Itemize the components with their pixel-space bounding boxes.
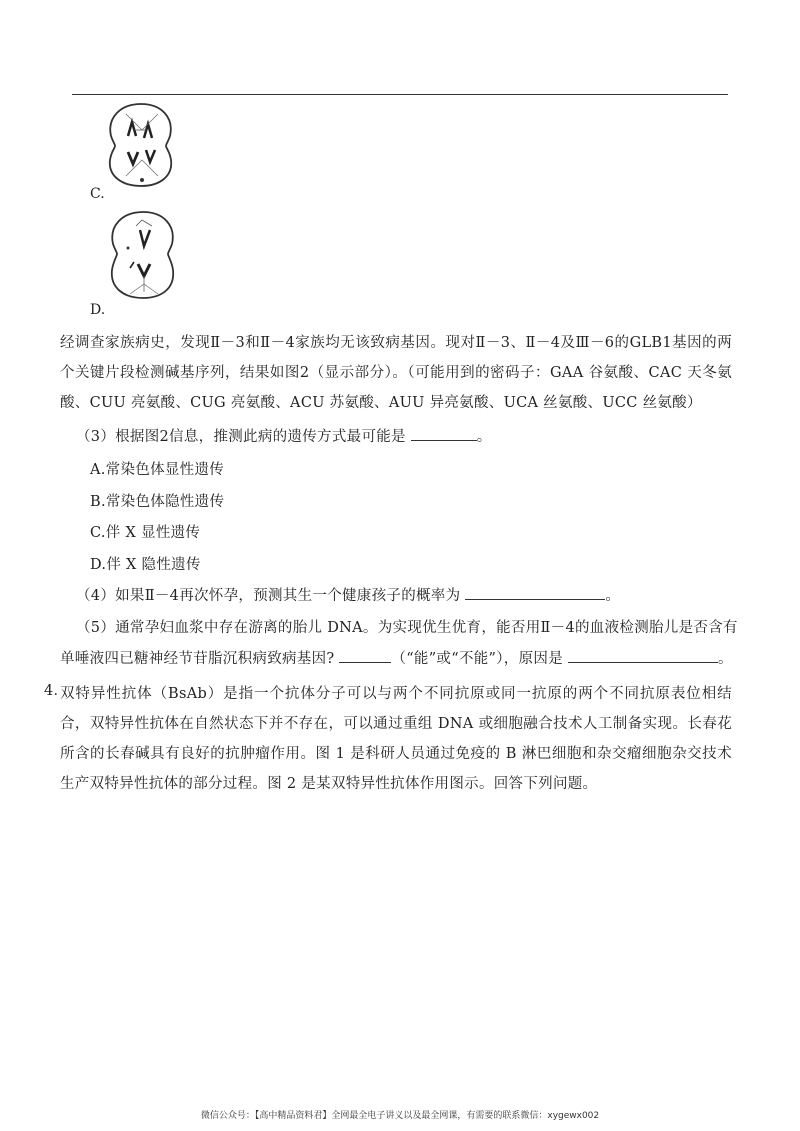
cell-division-figure-c [100,100,182,188]
q5-question: 单唾液四已糖神经节苷脂沉积病致病基因? [60,651,335,667]
q4-text: （4）如果Ⅱ－4再次怀孕，预测其生一个健康孩子的概率为 [76,588,461,604]
q4-end: 。 [605,588,621,604]
q5-answer-blank-1[interactable] [339,648,391,663]
q5-line2 [60,647,733,668]
q4-answer-blank[interactable] [465,585,605,600]
q3-end: 。 [476,429,492,445]
q3-line [76,425,492,446]
option-c-label: C. [90,186,105,202]
cell-division-figure-d [100,208,186,300]
q5-line1: （5）通常孕妇血浆中存在游离的胎儿 DNA。为实现优生优育，能否用Ⅱ－4的血液检测胎儿是否含有 [76,620,738,636]
question-4-number: 4． [44,683,69,699]
q5-mid: （“能”或“不能”），原因是 [391,651,564,667]
q3-choice-a: A.常染色体显性遗传 [90,462,225,478]
question-4-paragraph: 双特异性抗体（BsAb）是指一个抗体分子可以与两个不同抗原或同一抗原的两个不同抗原表位相结合，双特异性抗体在自然状态下并不存在，可以通过重组 DNA 或细胞融合技术人工制备实现。长春花所含的长春碱具有良好的抗肿瘤作用。图 1 是科研人员通过免疫的 B 淋巴细胞和杂交瘤细胞杂交技术生产双特异性抗体的部分过程。图 2 是某双特异性抗体作用图示。回答下列问题。 [60,686,732,792]
intro-paragraph: 经调查家族病史，发现Ⅱ－3和Ⅱ－4家族均无该致病基因。现对Ⅱ－3、Ⅱ－4及Ⅲ－6的GLB1基因的两个关键片段检测碱基序列，结果如图2（显示部分）。（可能用到的密码子：GAA 谷氨酸、CAC 天冬氨酸、CUU 亮氨酸、CUG 亮氨酸、ACU 苏氨酸、AUU 异亮氨酸、UCA 丝氨酸、UCC 丝氨酸） [60,335,732,411]
option-d-label: D. [90,302,106,318]
header-rule [72,94,728,95]
q3-choice-d: D.伴 X 隐性遗传 [90,557,201,573]
q3-answer-blank[interactable] [411,426,477,441]
q5-end: 。 [717,651,733,667]
q3-choice-c: C.伴 X 显性遗传 [90,525,201,541]
q5-answer-blank-2[interactable] [568,648,718,663]
footer-note: 微信公众号：【高中精品资料君】全网最全电子讲义以及最全网课，有需要的联系微信：xygewx002 [200,1111,600,1121]
q3-text: （3）根据图2信息，推测此病的遗传方式最可能是 [76,429,406,445]
q3-choice-b: B.常染色体隐性遗传 [90,494,225,510]
q4-line [76,584,620,605]
